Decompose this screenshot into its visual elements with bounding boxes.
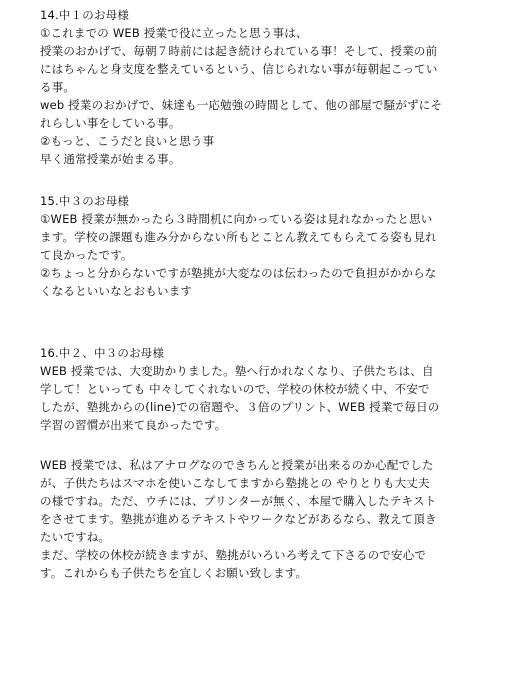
section-15-line-5: くなるといいなとおもいます bbox=[40, 284, 193, 298]
section-14-line-4: る事。 bbox=[40, 80, 76, 94]
section-16-line-8: をさせてます。塾挑が進めるテキストやワークなどがあるなら、教えて頂き bbox=[40, 512, 437, 526]
section-16-line-4: 学習の習慣が出来て良かったです。 bbox=[40, 418, 227, 432]
section-14-line-1: ①これまでの WEB 授業で役に立ったと思う事は、 bbox=[40, 26, 308, 40]
section-14-line-5: web 授業のおかげで、妹達も一応勉強の時間として、他の部屋で騒がずにそ bbox=[40, 98, 443, 112]
section-16-line-11: す。これからも子供たちを宜しくお願い致します。 bbox=[40, 566, 308, 580]
section-16-line-7: の様ですね。ただ、ウチには、プリンターが無く、本屋で購入したテキスト bbox=[40, 494, 437, 508]
section-15-line-4: ②ちょっと分からないですが塾挑が大変なのは伝わったので負担がかからな bbox=[40, 266, 437, 280]
section-14-line-7: ②もっと、こうだと良いと思う事 bbox=[40, 134, 215, 148]
section-15-line-3: て良かったです。 bbox=[40, 248, 133, 262]
section-14-line-2: 授業のおかげで、毎朝７時前には起き続けられている事！そして、授業の前 bbox=[40, 44, 438, 58]
section-14-line-6: れらしい事をしている事。 bbox=[40, 116, 181, 130]
section-16-line-9: たいですね。 bbox=[40, 530, 111, 544]
section-16-line-3: したが、塾挑からの(line)での宿題や、３倍のプリント、WEB 授業で毎日の bbox=[40, 400, 440, 414]
section-16-heading: 16.中２、中３のお母様 bbox=[40, 346, 165, 360]
section-16-line-2: 学して！といっても 中々してくれないので、学校の休校が続く中、不安で bbox=[40, 382, 430, 396]
section-16-line-5: WEB 授業では、私はアナログなのできちんと授業が出来るのか心配でした bbox=[40, 458, 434, 472]
section-14-line-8: 早く通常授業が始まる事。 bbox=[40, 152, 181, 166]
section-15-line-1: ①WEB 授業が無かったら３時間机に向かっている姿は見れなかったと思い bbox=[40, 212, 433, 226]
section-16-line-1: WEB 授業では、大変助かりました。塾へ行かれなくなり、子供たちは、自 bbox=[40, 364, 434, 378]
section-14-line-3: にはちゃんと身支度を整えているという、信じられない事が毎朝起こってい bbox=[40, 62, 438, 76]
section-16-line-10: まだ、学校の休校が続きますが、塾挑がいろいろ考えて下さるので安心で bbox=[40, 548, 427, 562]
section-15-line-2: ます。学校の課題も進み分からない所もとことん教えてもらえてる姿も見れ bbox=[40, 230, 437, 244]
section-16-line-6: が、子供たちはスマホを使いこなしてますから塾挑との やりとりも大丈夫 bbox=[40, 476, 430, 490]
section-14-heading: 14.中１のお母様 bbox=[40, 8, 130, 22]
section-15-heading: 15.中３のお母様 bbox=[40, 194, 130, 208]
